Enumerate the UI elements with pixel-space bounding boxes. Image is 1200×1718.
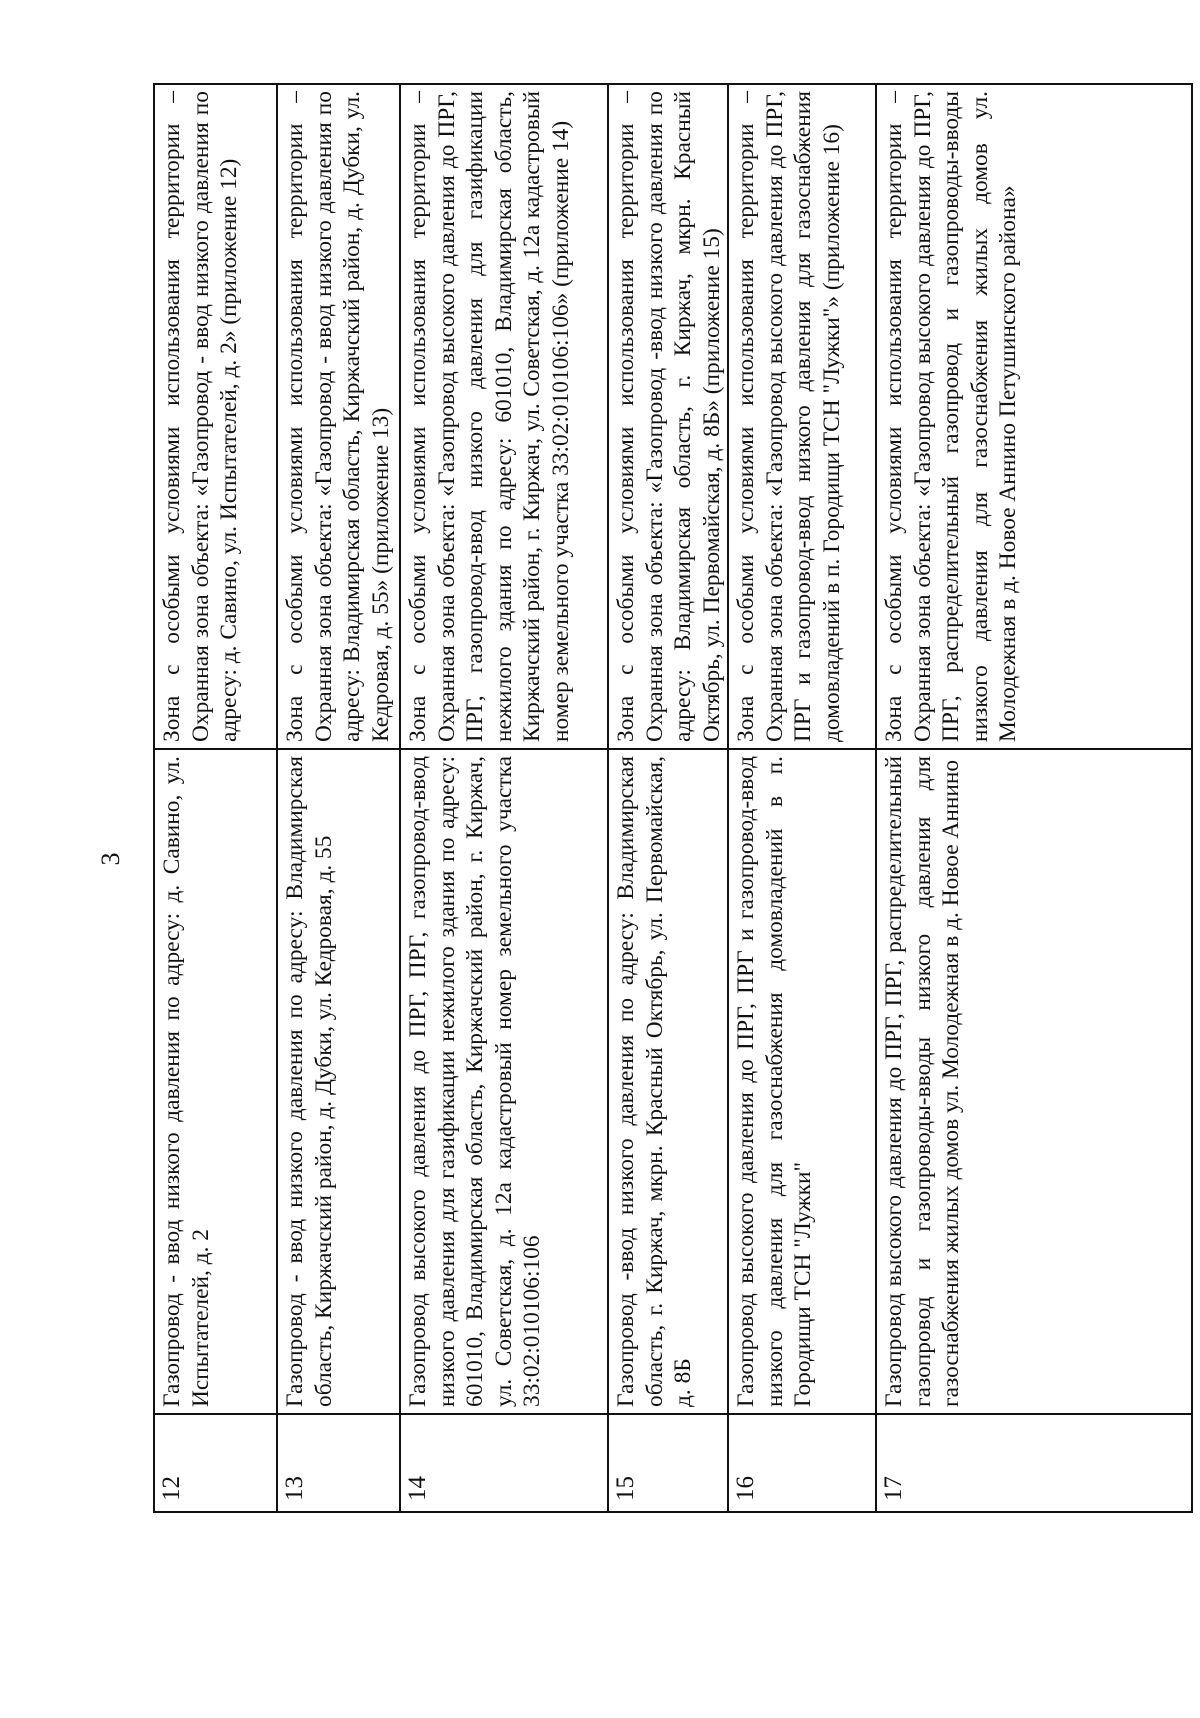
page-number: 3 (96, 852, 125, 866)
object-description: Газопровод высокого давления до ПРГ, ПРГ, газопровод-ввод низкого давления для газификации нежилого здания по адресу: 601010, Владимирская область, Киржачский район, г. Киржач, ул. Советская, д. 12а кадастровый номер земельного участка 33:02:010106:106 (401, 748, 607, 1413)
object-description: Газопровод высокого давления до ПРГ, ПРГ, распределительный газопровод и газопроводы-вводы низкого давления для газоснабжения жилых домов ул. Молодежная в д. Новое Аннино (877, 748, 1191, 1413)
table-row (607, 85, 727, 1511)
row-number: 13 (278, 1413, 399, 1511)
table-row (155, 85, 276, 1511)
object-description: Газопровод высокого давления до ПРГ, ПРГ и газопровод-ввод низкого давления для газоснабжения домовладений в п. Городищи ТСН "Лужки" (729, 748, 875, 1413)
zone-description: Зона с особыми условиями использования территории – Охранная зона объекта: «Газопровод высокого давления до ПРГ, ПРГ и газопровод-ввод низкого давления для газоснабжения домовладений в п. Городищи ТСН "Лужки"» (приложение 16) (733, 91, 845, 742)
table-row (875, 85, 1191, 1511)
table-row (727, 85, 875, 1511)
zone-description: Зона с особыми условиями использования территории – Охранная зона объекта: «Газопровод высокого давления до ПРГ, ПРГ, газопровод-ввод низкого давления для газификации нежилого здания по адресу: 601010, Владимирская область, Киржачский район, г. Киржач, ул. Советская, д. 12а кадастровый номер земельного участка 33:02:010106:106» (приложение 14) (405, 91, 574, 742)
zone-description: Зона с особыми условиями использования территории – Охранная зона объекта: «Газопровод - ввод низкого давления по адресу: д. Савино, ул. Испытателей, д. 2» (приложение 12) (159, 91, 243, 742)
zones-table (153, 83, 1193, 1513)
zone-description: Зона с особыми условиями использования территории – Охранная зона объекта: «Газопровод высокого давления до ПРГ, ПРГ, распределительный газопровод и газопроводы-вводы низкого давления для газоснабжения жилых домов ул. Молодежная в д. Новое Аннино Петушинского района» (881, 91, 1022, 742)
table-row (276, 85, 399, 1511)
zone-description: Зона с особыми условиями использования территории – Охранная зона объекта: «Газопровод - ввод низкого давления по адресу: Владимирская область, Киржачский район, д. Дубки, ул. Кедровая, д. 55» (приложение 13) (282, 91, 394, 742)
table-row (399, 85, 607, 1511)
object-description: Газопровод - ввод низкого давления по адресу: д. Савино, ул. Испытателей, д. 2 (155, 748, 276, 1413)
row-number: 17 (877, 1413, 1191, 1511)
object-description: Газопровод - ввод низкого давления по адресу: Владимирская область, Киржачский район, д. Дубки, ул. Кедровая, д. 55 (278, 748, 399, 1413)
object-description: Газопровод -ввод низкого давления по адресу: Владимирская область, г. Киржач, мкрн. Красный Октябрь, ул. Первомайская, д. 8Б (609, 748, 727, 1413)
zone-description: Зона с особыми условиями использования территории – Охранная зона объекта: «Газопровод -ввод низкого давления по адресу: Владимирская область, г. Киржач, мкрн. Красный Октябрь, ул. Первомайская, д. 8Б» (приложение 15) (613, 91, 725, 742)
row-number: 14 (401, 1413, 607, 1511)
row-number: 16 (729, 1413, 875, 1511)
row-number: 12 (155, 1413, 276, 1511)
row-number: 15 (609, 1413, 727, 1511)
